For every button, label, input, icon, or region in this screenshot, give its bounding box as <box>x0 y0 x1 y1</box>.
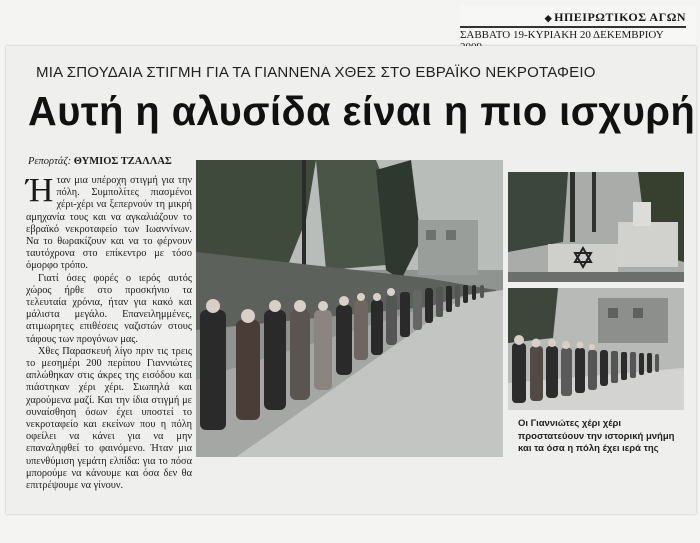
byline <box>28 156 172 167</box>
article-paragraph: Ήταν μια υπέροχη στιγμή για την πόλη. Συμπολίτες πιασμένοι χέρι-χέρι να ξεπερνούν τη μικρή αμηχανία τους και να αγκαλιάζουν το εβραϊκό νεκροταφείο των Ιωαννίνων. Να το θωρακίζουν και να το φέρνουν ταυτόχρονα στο επίκεντρο με τόσο όμορφο τρόπο. <box>26 172 192 272</box>
publication-name: ◆ ΗΠΕΙΡΩΤΙΚΟΣ ΑΓΩΝ <box>544 10 686 24</box>
drop-cap: Ή <box>26 172 54 209</box>
main-photo <box>196 160 503 457</box>
masthead <box>460 6 696 44</box>
photo-caption: Οι Γιαννιώτες χέρι χέρι προστατεύουν την ιστορική μνήμη και τα όσα η πόλη έχει ιερά της <box>518 418 675 454</box>
article-kicker: ΜΙΑ ΣΠΟΥΔΑΙΑ ΣΤΙΓΜΗ ΓΙΑ ΤΑ ΓΙΑΝΝΕΝΑ ΧΘΕΣ ΣΤΟ ΕΒΡΑΪΚΟ ΝΕΚΡΟΤΑΦΕΙΟ <box>36 64 596 81</box>
article-body <box>26 172 192 492</box>
article-headline: Αυτή η αλυσίδα είναι η πιο ισχυρή <box>28 88 696 134</box>
issue-date: ΣΑΒΒΑΤΟ 19-ΚΥΡΙΑΚΗ 20 ΔΕΚΕΜΒΡΙΟΥ <box>460 26 686 53</box>
byline-label: Ρεπορτάζ: <box>28 156 72 167</box>
diamond-icon: ◆ <box>544 13 553 23</box>
article-paragraph: Χθες Παρασκευή λίγο πριν τις τρεις το μεσημέρι 200 περίπου Γιαννιώτες απλώθηκαν στις άκρες της εισόδου και πιάστηκαν χέρι χέρι. Σιωπηλά και χαρούμενα μαζί. Και την ίδια στιγμή με συναίσθηση όσων έχει υποστεί το νεκροταφείο και εκείνων που η πόλη οφείλει να κάνει για να μην επαναληφθεί το φαινόμενο. Ήταν μια υπενθύμιση γεμάτη ελπίδα: για το πόσα μπορούμε να κάνουμε και όσα δεν θα επιτρέψουμε να γίνουν. <box>26 345 192 492</box>
bleed-through-text <box>320 48 690 60</box>
byline-name: ΘΥΜΙΟΣ ΤΖΑΛΛΑΣ <box>73 156 172 167</box>
article-paragraph: Γιατί όσες φορές ο ιερός αυτός χώρος ήρθε στο προσκήνιο τα τελευταία χρόνια, ήταν για κακό και μάλιστα μεγάλο. Επανειλημμένες, ατιμωρητες επιθέσεις ναζιστών στους τάφους των προγόνων μας. <box>26 272 192 345</box>
street-chain-photo <box>508 288 684 410</box>
cemetery-gate-photo <box>508 172 684 282</box>
